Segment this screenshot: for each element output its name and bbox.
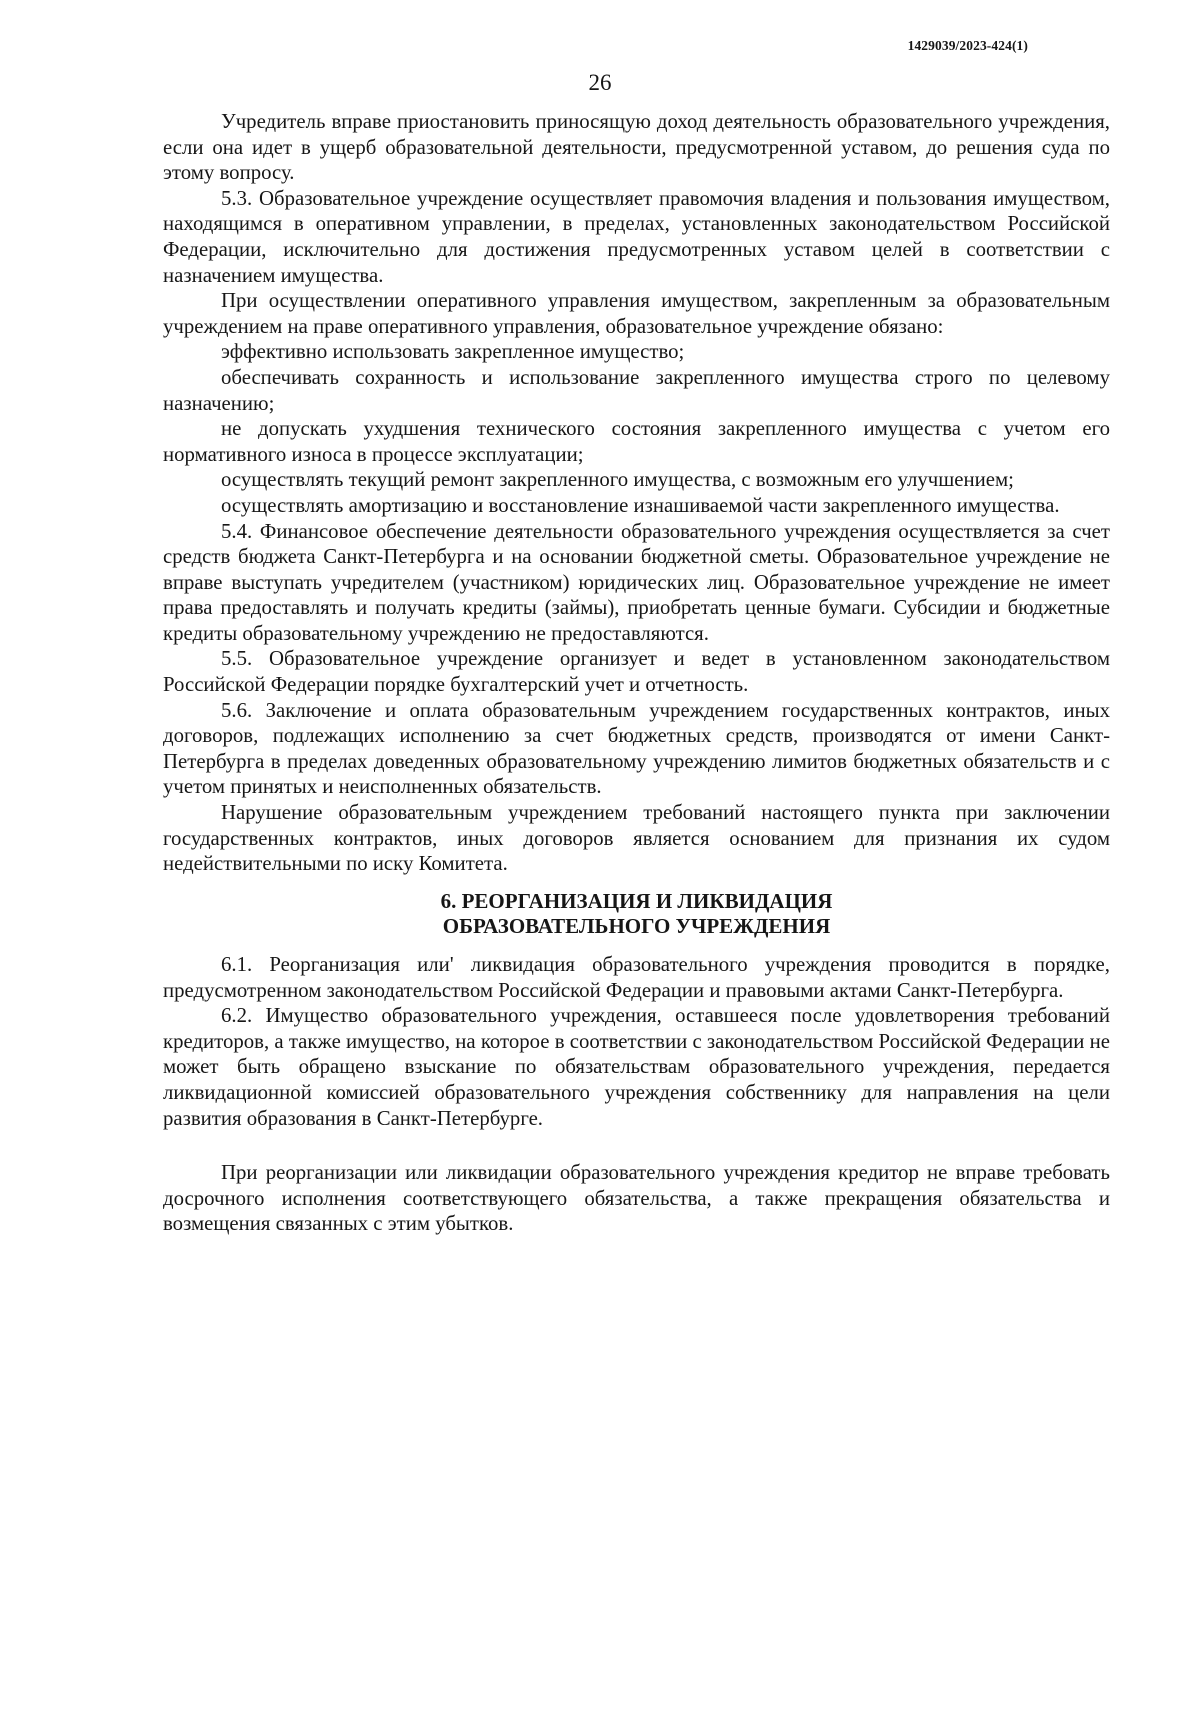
section-6-heading [163, 889, 1110, 940]
paragraph-violation: Нарушение образовательным учреждением требований настоящего пункта при заключении государственных контрактов, иных договоров является основанием для признания их судом недействительными по иску Комитета. [163, 801, 1110, 876]
paragraph-5-6: 5.6. Заключение и оплата образовательным учреждением государственных контрактов, иных договоров, подлежащих исполнению за счет бюджетных средств, производятся от имени Санкт-Петербурга в пределах доведенных образовательному учреждению лимитов бюджетных обязательств и с учетом принятых и неисполненных обязательств. [163, 698, 1110, 799]
list-item-depreciation: осуществлять амортизацию и восстановление изнашиваемой части закрепленного имущества. [221, 493, 1060, 517]
paragraph-founder-suspension: Учредитель вправе приостановить приносящую доход деятельность образовательного учреждения, если она идет в ущерб образовательной деятельности, предусмотренной уставом, до решения суда по этому вопросу. [163, 110, 1110, 185]
paragraph-operational-management: При осуществлении оперативного управления имуществом, закрепленным за образовательным учреждением на праве оперативного управления, образовательное учреждение обязано: [163, 289, 1110, 338]
paragraph-5-3: 5.3. Образовательное учреждение осуществляет правомочия владения и пользования имуществом, находящимся в оперативном управлении, в пределах, установленных законодательством Российской Федерации, исключительно для достижения предусмотренных уставом целей в соответствии с назначением имущества. [163, 186, 1110, 287]
list-item-current-repair: осуществлять текущий ремонт закрепленного имущества, с возможным его улучшением; [221, 468, 1014, 492]
section-6-heading-line-1: 6. РЕОРГАНИЗАЦИЯ И ЛИКВИДАЦИЯ [440, 888, 833, 913]
list-item-no-deterioration: не допускать ухудшения технического состояния закрепленного имущества с учетом его нормативного износа в процессе эксплуатации; [163, 417, 1110, 466]
paragraph-5-4: 5.4. Финансовое обеспечение деятельности образовательного учреждения осуществляется за счет средств бюджета Санкт-Петербурга и на основании бюджетной сметы. Образовательное учреждение не вправе выступать учредителем (участником) юридических лиц. Образовательное учреждение не имеет права предоставлять и получать кредиты (займы), приобретать ценные бумаги. Субсидии и бюджетные кредиты образовательному учреждению не предоставляются. [163, 519, 1110, 645]
paragraph-creditor-rights: При реорганизации или ликвидации образовательного учреждения кредитор не вправе требовать досрочного исполнения соответствующего обязательства, а также прекращения обязательства и возмещения связанных с этим убытков. [163, 1161, 1110, 1236]
section-6-heading-line-2: ОБРАЗОВАТЕЛЬНОГО УЧРЕЖДЕНИЯ [442, 914, 831, 939]
paragraph-6-1: 6.1. Реорганизация или' ликвидация образовательного учреждения проводится в порядке, предусмотренном законодательством Российской Федерации и правовыми актами Санкт-Петербурга. [163, 953, 1110, 1002]
page-number: 26 [588, 70, 612, 95]
document-body [163, 109, 1110, 1237]
list-item-preservation: обеспечивать сохранность и использование закрепленного имущества строго по целевому назначению; [163, 365, 1110, 415]
paragraph-6-2: 6.2. Имущество образовательного учреждения, оставшееся после удовлетворения требований кредиторов, а также имущество, на которое в соответствии с законодательством Российской Федерации не может быть обращено взыскание по обязательствам образовательного учреждения, передается ликвидационной комиссией образовательного учреждения собственнику для направления на цели развития образования в Санкт-Петербурге. [163, 1004, 1110, 1130]
paragraph-5-5: 5.5. Образовательное учреждение организует и ведет в установленном законодательством Российской Федерации порядке бухгалтерский учет и отчетность. [163, 647, 1110, 697]
list-item-effective-use: эффективно использовать закрепленное имущество; [221, 340, 685, 364]
registration-number: 1429039/2023-424(1) [907, 38, 1028, 53]
